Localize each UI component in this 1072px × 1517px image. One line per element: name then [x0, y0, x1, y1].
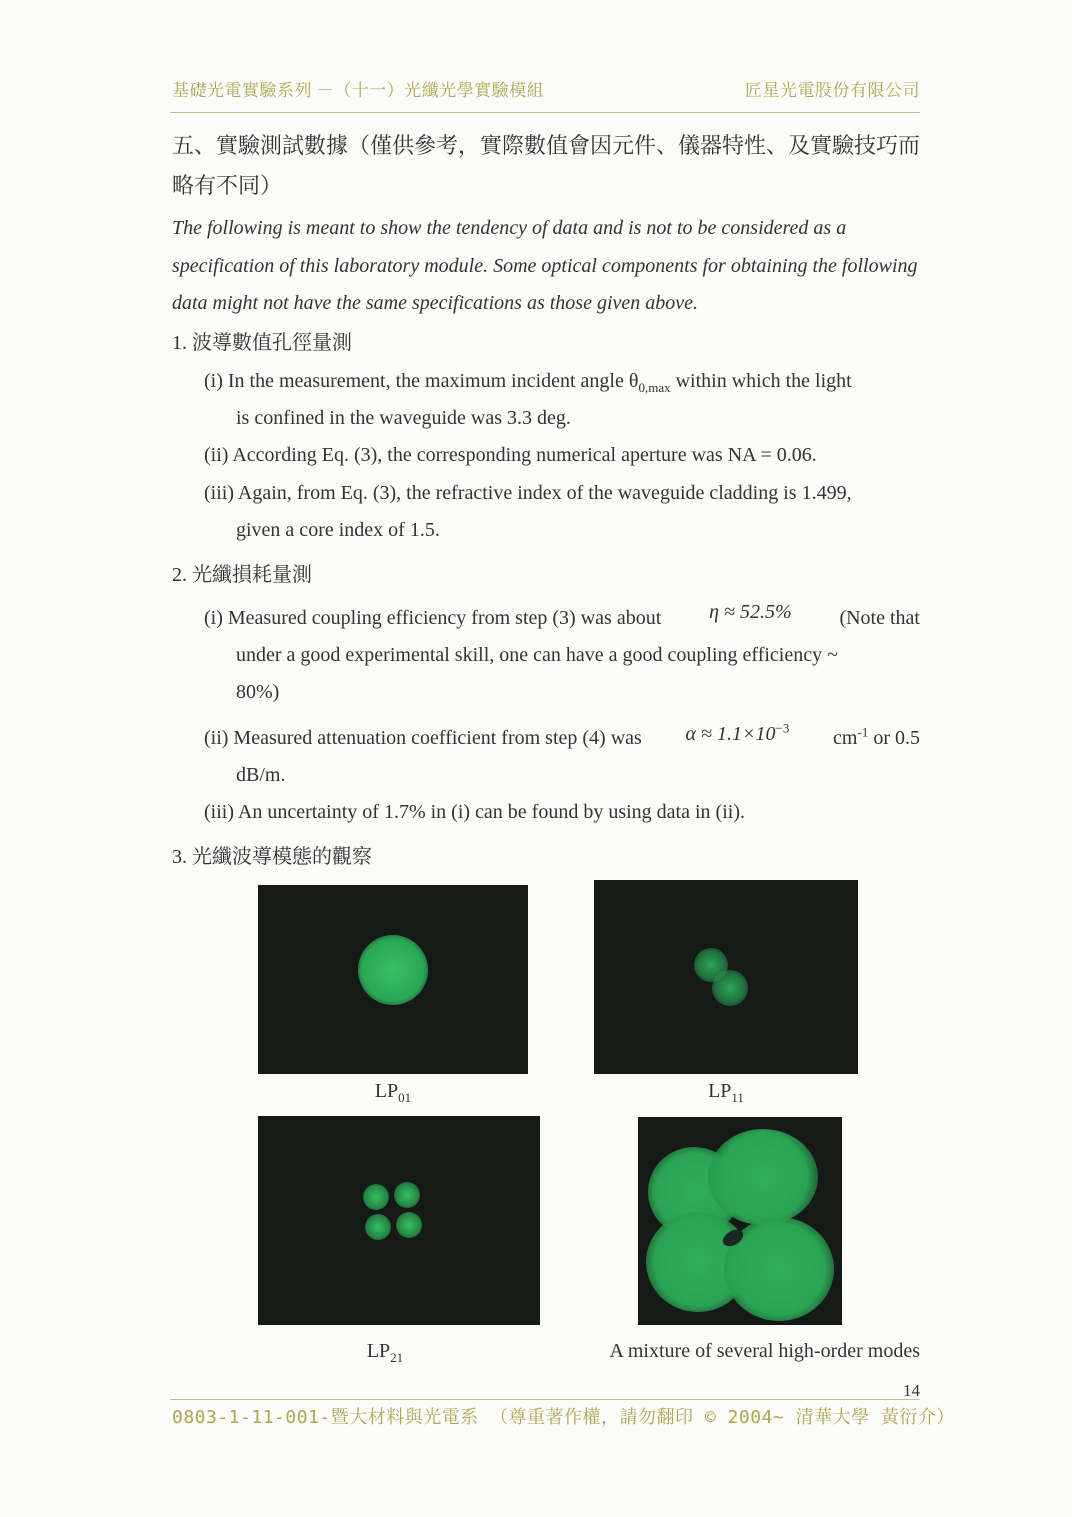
caption-mixture: A mixture of several high-order modes: [609, 1340, 920, 1362]
item2-ii-line2: dB/m.: [236, 764, 286, 786]
lp21-lobe-2: [394, 1182, 420, 1208]
eta-formula: η ≈ 52.5%: [709, 601, 792, 623]
item1-i-line1: [204, 363, 920, 400]
unit-alt: or 0.5: [873, 727, 920, 749]
item1-heading: 1. 波導數值孔徑量測: [172, 332, 352, 354]
page-number: 14: [903, 1381, 920, 1400]
caption-lp01-sub: 01: [398, 1090, 412, 1105]
mode-image-lp11: [594, 880, 858, 1074]
alpha-formula: [686, 716, 790, 753]
item1-i-text-tail: within which the light: [670, 370, 852, 392]
unit-exponent: -1: [857, 724, 869, 740]
unit-cm: cm: [833, 727, 858, 749]
item2-i-note: (Note that: [839, 607, 920, 629]
item2-iii: (iii) An uncertainty of 1.7% in (i) can be found by using data in (ii).: [204, 801, 745, 823]
item1-iii-line1: (iii) Again, from Eq. (3), the refractive index of the waveguide cladding is 1.499,: [204, 482, 852, 504]
lp01-spot: [358, 935, 428, 1005]
unit: [833, 720, 920, 757]
english-disclaimer: The following is meant to show the tendency of data and is not to be considered as a specification of this laboratory module. Some optical components for obtaining the following data might not have the same specifications as those given above.: [172, 217, 918, 314]
section-title: 五、實驗測試數據（僅供參考，實際數值會因元件、儀器特性、及實驗技巧而略有不同）: [172, 133, 921, 198]
footer-copyright: 0803-1-11-001-暨大材料與光電系 （尊重著作權，請勿翻印 © 2004~ 清華大學 黃衍介）: [172, 1407, 955, 1428]
item1-iii-line2: given a core index of 1.5.: [236, 519, 440, 541]
mode-image-mixture: [638, 1117, 842, 1325]
caption-lp21-main: LP: [366, 1340, 391, 1362]
mixture-lobe-2: [708, 1129, 818, 1225]
item3-heading: 3. 光纖波導模態的觀察: [172, 846, 372, 868]
mode-image-lp01: [258, 885, 528, 1074]
mode-image-lp21: [258, 1116, 540, 1325]
lp21-lobe-3: [365, 1214, 391, 1240]
caption-lp11-main: LP: [708, 1080, 732, 1102]
caption-lp21: [258, 1340, 512, 1363]
header-divider: [170, 112, 920, 113]
item2-ii-text: (ii) Measured attenuation coefficient from step (4) was: [204, 727, 642, 749]
lp21-lobe-4: [396, 1212, 422, 1238]
item2-heading: 2. 光纖損耗量測: [172, 564, 312, 586]
alpha-exponent: −3: [775, 720, 790, 736]
caption-lp21-sub: 21: [390, 1350, 404, 1365]
item1-ii: (ii) According Eq. (3), the corresponding numerical aperture was NA = 0.06.: [204, 444, 817, 466]
item2-i-line3: 80%): [236, 681, 280, 703]
header-series-title: 基礎光電實驗系列 －（十一）光纖光學實驗模組: [172, 81, 545, 100]
item1-i-line2: is confined in the waveguide was 3.3 deg.: [236, 407, 571, 429]
item2-i-line2: under a good experimental skill, one can have a good coupling efficiency ~: [236, 644, 838, 666]
caption-lp11: [594, 1080, 858, 1103]
theta-subscript: 0,max: [638, 380, 671, 395]
footer-divider: [170, 1399, 920, 1400]
caption-lp01-main: LP: [374, 1080, 399, 1102]
header-company: 匠星光電股份有限公司: [745, 81, 920, 100]
lp21-lobe-1: [363, 1184, 389, 1210]
item2-i-text: (i) Measured coupling efficiency from step (3) was about: [204, 607, 662, 629]
item2-ii-line1: [204, 720, 920, 757]
item1-i-text: (i) In the measurement, the maximum incident angle θ: [204, 370, 639, 392]
caption-lp01: [258, 1080, 528, 1103]
item2-i-line1: [204, 600, 920, 637]
caption-lp11-sub: 11: [731, 1090, 744, 1105]
lp11-lobe-2: [712, 970, 748, 1006]
alpha-value: α ≈ 1.1×10: [685, 723, 776, 745]
